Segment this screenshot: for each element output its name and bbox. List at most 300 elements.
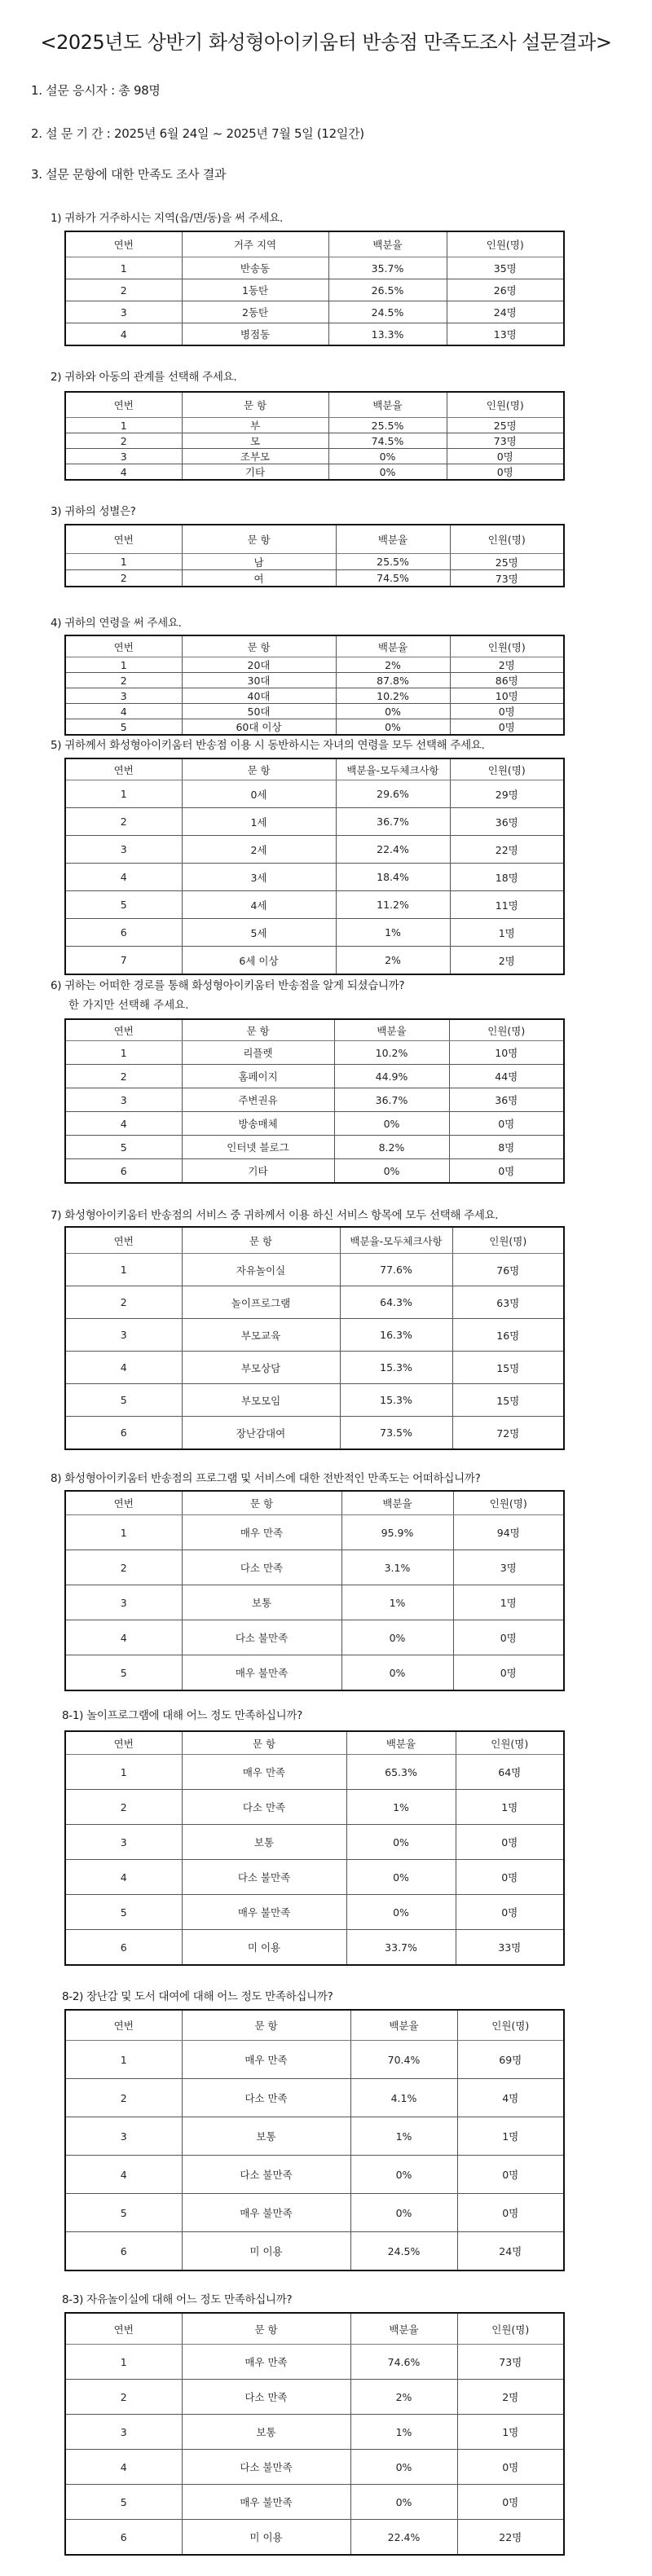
option-label: 부 bbox=[182, 418, 328, 433]
option-label: 다소 불만족 bbox=[182, 1860, 346, 1895]
percentage: 25.5% bbox=[328, 418, 447, 433]
option-label: 반송동 bbox=[182, 257, 328, 279]
row-number: 4 bbox=[65, 2450, 182, 2485]
column-header: 문 항 bbox=[182, 1227, 340, 1254]
option-label: 미 이용 bbox=[182, 2520, 350, 2556]
percentage: 1% bbox=[346, 1790, 456, 1825]
table-row bbox=[65, 279, 564, 301]
option-label: 3세 bbox=[182, 864, 336, 891]
column-header: 연번 bbox=[65, 1491, 182, 1515]
results-table bbox=[64, 1490, 565, 1691]
option-label: 기타 bbox=[182, 1159, 334, 1184]
count: 33명 bbox=[456, 1930, 564, 1966]
percentage: 0% bbox=[334, 1159, 449, 1184]
row-number: 2 bbox=[65, 1550, 182, 1585]
count: 8명 bbox=[449, 1136, 564, 1159]
row-number: 5 bbox=[65, 1136, 182, 1159]
count: 13명 bbox=[447, 323, 564, 346]
table-row bbox=[65, 688, 564, 704]
table-row bbox=[65, 418, 564, 433]
row-number: 1 bbox=[65, 554, 182, 570]
row-number: 5 bbox=[65, 891, 182, 919]
percentage: 0% bbox=[341, 1620, 453, 1655]
table-row bbox=[65, 2117, 564, 2156]
row-number: 5 bbox=[65, 1655, 182, 1691]
count: 0명 bbox=[456, 1895, 564, 1930]
option-label: 여 bbox=[182, 570, 336, 587]
row-number: 3 bbox=[65, 2117, 182, 2156]
percentage: 18.4% bbox=[336, 864, 450, 891]
table-row bbox=[65, 1825, 564, 1860]
row-number: 3 bbox=[65, 836, 182, 864]
count: 73명 bbox=[450, 570, 564, 587]
results-table bbox=[64, 231, 565, 346]
option-label: 매우 불만족 bbox=[182, 1655, 341, 1691]
count: 86명 bbox=[450, 673, 564, 688]
option-label: 보통 bbox=[182, 2117, 350, 2156]
column-header: 연번 bbox=[65, 758, 182, 780]
count: 15명 bbox=[452, 1384, 564, 1417]
count: 2명 bbox=[457, 2380, 564, 2415]
column-header: 인원(명) bbox=[456, 1731, 564, 1755]
table-row bbox=[65, 2079, 564, 2117]
option-label: 매우 불만족 bbox=[182, 2485, 350, 2520]
count: 24명 bbox=[457, 2232, 564, 2271]
table-row bbox=[65, 673, 564, 688]
percentage: 36.7% bbox=[336, 808, 450, 836]
row-number: 1 bbox=[65, 1515, 182, 1550]
count: 36명 bbox=[449, 1088, 564, 1112]
percentage: 33.7% bbox=[346, 1930, 456, 1966]
page-title: <2025년도 상반기 화성형아이키움터 반송점 만족도조사 설문결과> bbox=[40, 31, 612, 54]
column-header: 인원(명) bbox=[450, 635, 564, 657]
option-label: 다소 불만족 bbox=[182, 2156, 350, 2194]
count: 3명 bbox=[453, 1550, 564, 1585]
table-row bbox=[65, 1895, 564, 1930]
column-header: 문 항 bbox=[182, 392, 328, 418]
percentage: 13.3% bbox=[328, 323, 447, 346]
option-label: 기타 bbox=[182, 464, 328, 481]
column-header: 백분율 bbox=[346, 1731, 456, 1755]
table-header-row bbox=[65, 1019, 564, 1041]
table-row bbox=[65, 2415, 564, 2450]
count: 64명 bbox=[456, 1755, 564, 1790]
option-label: 매우 만족 bbox=[182, 2041, 350, 2079]
percentage: 10.2% bbox=[334, 1041, 449, 1065]
survey-period: 2. 설 문 기 간 : 2025년 6월 24일 ~ 2025년 7월 5일 (12일간) bbox=[31, 126, 364, 141]
count: 11명 bbox=[450, 891, 564, 919]
question-label: 3) 귀하의 성별은? bbox=[51, 505, 136, 518]
option-label: 6세 이상 bbox=[182, 947, 336, 975]
count: 2명 bbox=[450, 657, 564, 673]
row-number: 5 bbox=[65, 1895, 182, 1930]
row-number: 5 bbox=[65, 2485, 182, 2520]
results-table bbox=[64, 2009, 565, 2271]
percentage: 4.1% bbox=[350, 2079, 457, 2117]
percentage: 70.4% bbox=[350, 2041, 457, 2079]
table-row bbox=[65, 2450, 564, 2485]
percentage: 15.3% bbox=[340, 1384, 452, 1417]
results-heading: 3. 설문 문항에 대한 만족도 조사 결과 bbox=[31, 167, 227, 182]
column-header: 연번 bbox=[65, 2010, 182, 2041]
percentage: 0% bbox=[336, 704, 450, 719]
count: 0명 bbox=[456, 1860, 564, 1895]
count: 24명 bbox=[447, 301, 564, 323]
percentage: 36.7% bbox=[334, 1088, 449, 1112]
row-number: 1 bbox=[65, 780, 182, 808]
table-row bbox=[65, 323, 564, 346]
option-label: 0세 bbox=[182, 780, 336, 808]
count: 10명 bbox=[450, 688, 564, 704]
table-row bbox=[65, 2041, 564, 2079]
table-row bbox=[65, 2345, 564, 2380]
table-header-row bbox=[65, 635, 564, 657]
column-header: 인원(명) bbox=[457, 2010, 564, 2041]
table-row bbox=[65, 1136, 564, 1159]
count: 73명 bbox=[457, 2345, 564, 2380]
column-header: 연번 bbox=[65, 392, 182, 418]
option-label: 주변권유 bbox=[182, 1088, 334, 1112]
option-label: 50대 bbox=[182, 704, 336, 719]
row-number: 6 bbox=[65, 2232, 182, 2271]
option-label: 자유놀이실 bbox=[182, 1254, 340, 1286]
option-label: 1동탄 bbox=[182, 279, 328, 301]
count: 72명 bbox=[452, 1417, 564, 1450]
count: 0명 bbox=[447, 464, 564, 481]
count: 0명 bbox=[449, 1159, 564, 1184]
column-header: 백분율 bbox=[328, 231, 447, 257]
count: 0명 bbox=[449, 1112, 564, 1136]
column-header: 문 항 bbox=[182, 758, 336, 780]
table-row bbox=[65, 1790, 564, 1825]
row-number: 1 bbox=[65, 1041, 182, 1065]
percentage: 16.3% bbox=[340, 1319, 452, 1352]
table-header-row bbox=[65, 525, 564, 554]
option-label: 다소 만족 bbox=[182, 2079, 350, 2117]
percentage: 0% bbox=[328, 449, 447, 464]
option-label: 리플렛 bbox=[182, 1041, 334, 1065]
row-number: 6 bbox=[65, 919, 182, 947]
table-row bbox=[65, 891, 564, 919]
table-row bbox=[65, 2194, 564, 2232]
count: 22명 bbox=[450, 836, 564, 864]
count: 0명 bbox=[456, 1825, 564, 1860]
column-header: 문 항 bbox=[182, 2010, 350, 2041]
option-label: 다소 불만족 bbox=[182, 2450, 350, 2485]
question-label: 5) 귀하께서 화성형아이키움터 반송점 이용 시 동반하시는 자녀의 연령을 모두 선택해 주세요. bbox=[51, 739, 485, 752]
percentage: 2% bbox=[350, 2380, 457, 2415]
column-header: 백분율 bbox=[336, 525, 450, 554]
table-row bbox=[65, 1860, 564, 1895]
row-number: 3 bbox=[65, 2415, 182, 2450]
column-header: 백분율 bbox=[341, 1491, 453, 1515]
percentage: 22.4% bbox=[336, 836, 450, 864]
count: 15명 bbox=[452, 1352, 564, 1384]
count: 26명 bbox=[447, 279, 564, 301]
option-label: 장난감대여 bbox=[182, 1417, 340, 1450]
table-header-row bbox=[65, 2010, 564, 2041]
option-label: 남 bbox=[182, 554, 336, 570]
table-row bbox=[65, 1112, 564, 1136]
percentage: 26.5% bbox=[328, 279, 447, 301]
column-header: 문 항 bbox=[182, 635, 336, 657]
percentage: 0% bbox=[346, 1825, 456, 1860]
column-header: 백분율-모두체크사항 bbox=[340, 1227, 452, 1254]
results-table bbox=[64, 391, 565, 481]
percentage: 2% bbox=[336, 657, 450, 673]
count: 35명 bbox=[447, 257, 564, 279]
row-number: 1 bbox=[65, 2345, 182, 2380]
results-table bbox=[64, 524, 565, 587]
percentage: 25.5% bbox=[336, 554, 450, 570]
percentage: 1% bbox=[350, 2117, 457, 2156]
percentage: 1% bbox=[350, 2415, 457, 2450]
percentage: 10.2% bbox=[336, 688, 450, 704]
row-number: 5 bbox=[65, 1384, 182, 1417]
results-table bbox=[64, 2312, 565, 2556]
row-number: 5 bbox=[65, 2194, 182, 2232]
table-row bbox=[65, 1352, 564, 1384]
option-label: 40대 bbox=[182, 688, 336, 704]
count: 18명 bbox=[450, 864, 564, 891]
table-row bbox=[65, 1254, 564, 1286]
row-number: 2 bbox=[65, 1790, 182, 1825]
count: 2명 bbox=[450, 947, 564, 975]
count: 0명 bbox=[447, 449, 564, 464]
table-row bbox=[65, 1655, 564, 1691]
row-number: 1 bbox=[65, 418, 182, 433]
percentage: 74.5% bbox=[336, 570, 450, 587]
option-label: 60대 이상 bbox=[182, 719, 336, 736]
row-number: 2 bbox=[65, 2079, 182, 2117]
table-row bbox=[65, 2156, 564, 2194]
percentage: 11.2% bbox=[336, 891, 450, 919]
percentage: 73.5% bbox=[340, 1417, 452, 1450]
option-label: 매우 불만족 bbox=[182, 2194, 350, 2232]
percentage: 3.1% bbox=[341, 1550, 453, 1585]
row-number: 2 bbox=[65, 570, 182, 587]
table-row bbox=[65, 657, 564, 673]
percentage: 0% bbox=[350, 2485, 457, 2520]
percentage: 64.3% bbox=[340, 1286, 452, 1319]
table-header-row bbox=[65, 758, 564, 780]
row-number: 2 bbox=[65, 2380, 182, 2415]
table-row bbox=[65, 2485, 564, 2520]
table-row bbox=[65, 554, 564, 570]
row-number: 7 bbox=[65, 947, 182, 975]
row-number: 4 bbox=[65, 1860, 182, 1895]
percentage: 95.9% bbox=[341, 1515, 453, 1550]
row-number: 2 bbox=[65, 279, 182, 301]
column-header: 백분율 bbox=[334, 1019, 449, 1041]
count: 76명 bbox=[452, 1254, 564, 1286]
option-label: 보통 bbox=[182, 1825, 346, 1860]
table-row bbox=[65, 1088, 564, 1112]
option-label: 부모교육 bbox=[182, 1319, 340, 1352]
count: 1명 bbox=[450, 919, 564, 947]
percentage: 15.3% bbox=[340, 1352, 452, 1384]
row-number: 6 bbox=[65, 1159, 182, 1184]
question-label: 8) 화성형아이키움터 반송점의 프로그램 및 서비스에 대한 전반적인 만족도는 어떠하십니까? bbox=[51, 1472, 481, 1485]
count: 0명 bbox=[457, 2450, 564, 2485]
column-header: 연번 bbox=[65, 231, 182, 257]
count: 1명 bbox=[453, 1585, 564, 1620]
question-label: 2) 귀하와 아동의 관계를 선택해 주세요. bbox=[51, 371, 237, 384]
table-row bbox=[65, 947, 564, 975]
percentage: 8.2% bbox=[334, 1136, 449, 1159]
row-number: 4 bbox=[65, 704, 182, 719]
table-header-row bbox=[65, 231, 564, 257]
option-label: 미 이용 bbox=[182, 1930, 346, 1966]
count: 0명 bbox=[453, 1655, 564, 1691]
row-number: 4 bbox=[65, 864, 182, 891]
row-number: 6 bbox=[65, 2520, 182, 2556]
table-header-row bbox=[65, 392, 564, 418]
option-label: 5세 bbox=[182, 919, 336, 947]
percentage: 74.6% bbox=[350, 2345, 457, 2380]
row-number: 1 bbox=[65, 1755, 182, 1790]
table-header-row bbox=[65, 1731, 564, 1755]
row-number: 3 bbox=[65, 1319, 182, 1352]
option-label: 1세 bbox=[182, 808, 336, 836]
table-row bbox=[65, 464, 564, 481]
column-header: 백분율 bbox=[350, 2313, 457, 2345]
count: 29명 bbox=[450, 780, 564, 808]
percentage: 0% bbox=[328, 464, 447, 481]
percentage: 44.9% bbox=[334, 1065, 449, 1088]
option-label: 조부모 bbox=[182, 449, 328, 464]
count: 1명 bbox=[457, 2117, 564, 2156]
column-header: 문 항 bbox=[182, 1731, 346, 1755]
row-number: 3 bbox=[65, 1825, 182, 1860]
table-header-row bbox=[65, 1227, 564, 1254]
table-row bbox=[65, 1159, 564, 1184]
percentage: 65.3% bbox=[346, 1755, 456, 1790]
percentage: 35.7% bbox=[328, 257, 447, 279]
table-row bbox=[65, 836, 564, 864]
row-number: 1 bbox=[65, 1254, 182, 1286]
column-header: 인원(명) bbox=[450, 525, 564, 554]
column-header: 인원(명) bbox=[447, 392, 564, 418]
row-number: 2 bbox=[65, 673, 182, 688]
column-header: 인원(명) bbox=[452, 1227, 564, 1254]
table-row bbox=[65, 704, 564, 719]
table-row bbox=[65, 2232, 564, 2271]
results-table bbox=[64, 758, 565, 975]
row-number: 3 bbox=[65, 688, 182, 704]
row-number: 4 bbox=[65, 2156, 182, 2194]
count: 0명 bbox=[450, 719, 564, 736]
table-header-row bbox=[65, 1491, 564, 1515]
count: 0명 bbox=[457, 2194, 564, 2232]
column-header: 연번 bbox=[65, 2313, 182, 2345]
option-label: 미 이용 bbox=[182, 2232, 350, 2271]
row-number: 1 bbox=[65, 257, 182, 279]
percentage: 22.4% bbox=[350, 2520, 457, 2556]
option-label: 다소 만족 bbox=[182, 1790, 346, 1825]
row-number: 6 bbox=[65, 1417, 182, 1450]
percentage: 87.8% bbox=[336, 673, 450, 688]
count: 0명 bbox=[450, 704, 564, 719]
option-label: 보통 bbox=[182, 1585, 341, 1620]
option-label: 2동탄 bbox=[182, 301, 328, 323]
table-row bbox=[65, 1065, 564, 1088]
column-header: 문 항 bbox=[182, 1019, 334, 1041]
count: 0명 bbox=[453, 1620, 564, 1655]
column-header: 백분율 bbox=[336, 635, 450, 657]
table-row bbox=[65, 1515, 564, 1550]
table-row bbox=[65, 808, 564, 836]
count: 10명 bbox=[449, 1041, 564, 1065]
count: 1명 bbox=[457, 2415, 564, 2450]
column-header: 연번 bbox=[65, 1731, 182, 1755]
count: 25명 bbox=[447, 418, 564, 433]
column-header: 백분율 bbox=[350, 2010, 457, 2041]
column-header: 문 항 bbox=[182, 1491, 341, 1515]
row-number: 1 bbox=[65, 2041, 182, 2079]
results-table bbox=[64, 1730, 565, 1966]
table-row bbox=[65, 2380, 564, 2415]
option-label: 다소 만족 bbox=[182, 2380, 350, 2415]
percentage: 0% bbox=[334, 1112, 449, 1136]
percentage: 0% bbox=[346, 1860, 456, 1895]
question-label: 7) 화성형아이키움터 반송점의 서비스 중 귀하께서 이용 하신 서비스 항목에 모두 선택해 주세요. bbox=[51, 1209, 499, 1222]
table-row bbox=[65, 570, 564, 587]
percentage: 0% bbox=[350, 2194, 457, 2232]
count: 69명 bbox=[457, 2041, 564, 2079]
row-number: 6 bbox=[65, 1930, 182, 1966]
percentage: 24.5% bbox=[350, 2232, 457, 2271]
row-number: 2 bbox=[65, 1286, 182, 1319]
option-label: 부모상담 bbox=[182, 1352, 340, 1384]
count: 22명 bbox=[457, 2520, 564, 2556]
table-row bbox=[65, 1384, 564, 1417]
table-row bbox=[65, 1550, 564, 1585]
row-number: 3 bbox=[65, 1088, 182, 1112]
column-header: 연번 bbox=[65, 1227, 182, 1254]
row-number: 2 bbox=[65, 433, 182, 449]
count: 44명 bbox=[449, 1065, 564, 1088]
question-label: 1) 귀하가 거주하시는 지역(읍/면/동)을 써 주세요. bbox=[51, 212, 283, 225]
question-label: 8-2) 장난감 및 도서 대여에 대해 어느 정도 만족하십니까? bbox=[62, 1990, 333, 2003]
column-header: 인원(명) bbox=[450, 758, 564, 780]
results-table bbox=[64, 635, 565, 736]
table-row bbox=[65, 919, 564, 947]
percentage: 0% bbox=[350, 2156, 457, 2194]
column-header: 연번 bbox=[65, 1019, 182, 1041]
count: 1명 bbox=[456, 1790, 564, 1825]
table-row bbox=[65, 1585, 564, 1620]
option-label: 홈페이지 bbox=[182, 1065, 334, 1088]
row-number: 1 bbox=[65, 657, 182, 673]
table-row bbox=[65, 433, 564, 449]
percentage: 2% bbox=[336, 947, 450, 975]
column-header: 백분율 bbox=[328, 392, 447, 418]
question-label: 8-3) 자유놀이실에 대해 어느 정도 만족하십니까? bbox=[62, 2293, 293, 2306]
question-label: 4) 귀하의 연령을 써 주세요. bbox=[51, 617, 182, 630]
column-header: 문 항 bbox=[182, 2313, 350, 2345]
row-number: 5 bbox=[65, 719, 182, 736]
row-number: 4 bbox=[65, 323, 182, 346]
option-label: 보통 bbox=[182, 2415, 350, 2450]
table-row bbox=[65, 719, 564, 736]
table-row bbox=[65, 1286, 564, 1319]
column-header: 거주 지역 bbox=[182, 231, 328, 257]
row-number: 3 bbox=[65, 1585, 182, 1620]
count: 16명 bbox=[452, 1319, 564, 1352]
count: 63명 bbox=[452, 1286, 564, 1319]
option-label: 4세 bbox=[182, 891, 336, 919]
